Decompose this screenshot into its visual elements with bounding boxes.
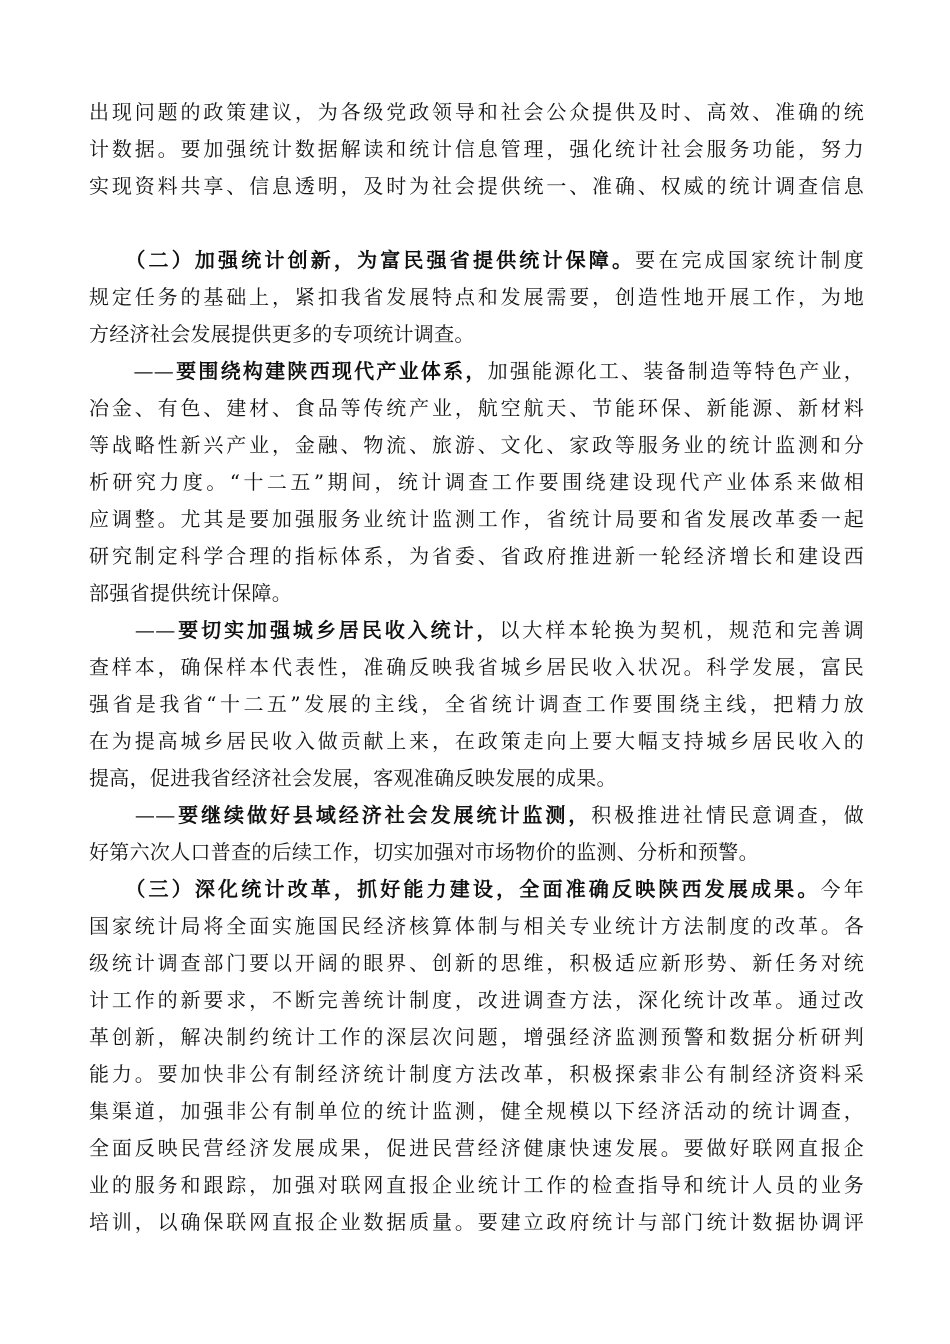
paragraph-industry-system: [89, 353, 864, 612]
text-line: 应调整。尤其是要加强服务业统计监测工作，省统计局要和省发展改革委一起: [89, 507, 864, 531]
indent: ——: [89, 618, 176, 642]
text-line: 部强省提供统计保障。: [89, 581, 292, 605]
text-run: 积极推进社情民意调查，做: [591, 803, 864, 827]
paragraph-county-monitoring: [89, 797, 864, 871]
text-line: 计数据。要加强统计数据解读和统计信息管理，强化统计社会服务功能，努力: [89, 137, 864, 161]
text-line: 规定任务的基础上，紧扣我省发展特点和发展需要，创造性地开展工作，为地: [89, 285, 864, 309]
text-line: 实现资料共享、信息透明，及时为社会提供统一、准确、权威的统计调查信息: [89, 174, 864, 198]
section-heading: （二）加强统计创新，为富民强省提供统计保障。: [135, 248, 636, 272]
bold-lead: 要继续做好县域经济社会发展统计监测，: [175, 803, 592, 827]
text-line: 集渠道，加强非公有制单位的统计监测，健全规模以下经济活动的统计调查，: [89, 1099, 864, 1123]
text-line: 出现问题的政策建议，为各级党政领导和社会公众提供及时、高效、准确的统: [89, 100, 864, 124]
text-line: [89, 871, 864, 908]
text-line: 研究制定科学合理的指标体系，为省委、省政府推进新一轮经济增长和建设西: [89, 544, 864, 568]
text-run: 加强能源化工、装备制造等特色产业，: [487, 359, 864, 383]
text-line: 业的服务和跟踪，加强对联网直报企业统计工作的检查指导和统计人员的业务: [89, 1173, 864, 1197]
indent: ——: [89, 803, 176, 827]
text-line: 在为提高城乡居民收入做贡献上来，在政策走向上要大幅支持城乡居民收入的: [89, 729, 864, 753]
text-line: 培训，以确保联网直报企业数据质量。要建立政府统计与部门统计数据协调评: [89, 1210, 864, 1234]
text-line: 方经济社会发展提供更多的专项统计调查。: [89, 322, 475, 346]
paragraph-income-statistics: [89, 612, 864, 797]
text-line: 等战略性新兴产业，金融、物流、旅游、文化、家政等服务业的统计监测和分: [89, 433, 864, 457]
text-line: 计工作的新要求，不断完善统计制度，改进调查方法，深化统计改革。通过改: [89, 988, 864, 1012]
text-line: 提高，促进我省经济社会发展，客观准确反映发展的成果。: [89, 766, 617, 790]
bold-lead: 要切实加强城乡居民收入统计，: [175, 618, 500, 642]
paragraph-section-two: [89, 242, 864, 353]
text-line: [89, 612, 864, 649]
text-line: 革创新，解决制约统计工作的深层次问题，增强经济监测预警和数据分析研判: [89, 1025, 864, 1049]
indent: [89, 248, 135, 272]
text-line: 好第六次人口普查的后续工作，切实加强对市场物价的监测、分析和预警。: [89, 840, 759, 864]
text-line: [89, 242, 864, 279]
text-run: 今年: [820, 877, 865, 901]
text-line: 国家统计局将全面实施国民经济核算体制与相关专业统计方法制度的改革。各: [89, 914, 864, 938]
text-line: 全面反映民营经济发展成果，促进民营经济健康快速发展。要做好联网直报企: [89, 1136, 864, 1160]
indent: ——: [89, 359, 175, 383]
indent: [89, 877, 135, 901]
text-line: [89, 797, 864, 834]
section-heading: （三）深化统计改革，抓好能力建设，全面准确反映陕西发展成果。: [135, 877, 821, 901]
paragraph-gap: [89, 205, 864, 242]
text-run: 以大样本轮换为契机，规范和完善调: [499, 618, 864, 642]
paragraph-section-three: [89, 871, 864, 1241]
bold-lead: 要围绕构建陕西现代产业体系，: [174, 359, 488, 383]
text-line: 冶金、有色、建材、食品等传统产业，航空航天、节能环保、新能源、新材料: [89, 396, 864, 420]
text-line: 析研究力度。“十二五”期间，统计调查工作要围绕建设现代产业体系来做相: [89, 470, 864, 494]
paragraph-continuation: [89, 94, 864, 205]
text-line: 能力。要加快非公有制经济统计制度方法改革，积极探索非公有制经济资料采: [89, 1062, 864, 1086]
text-line: [89, 353, 864, 390]
text-line: 级统计调查部门要以开阔的眼界、创新的思维，积极适应新形势、新任务对统: [89, 951, 864, 975]
document-body: [89, 94, 864, 1241]
text-run: 要在完成国家统计制度: [635, 248, 865, 272]
text-line: 强省是我省“十二五”发展的主线，全省统计调查工作要围绕主线，把精力放: [89, 692, 864, 716]
text-line: 查样本，确保样本代表性，准确反映我省城乡居民收入状况。科学发展，富民: [89, 655, 864, 679]
